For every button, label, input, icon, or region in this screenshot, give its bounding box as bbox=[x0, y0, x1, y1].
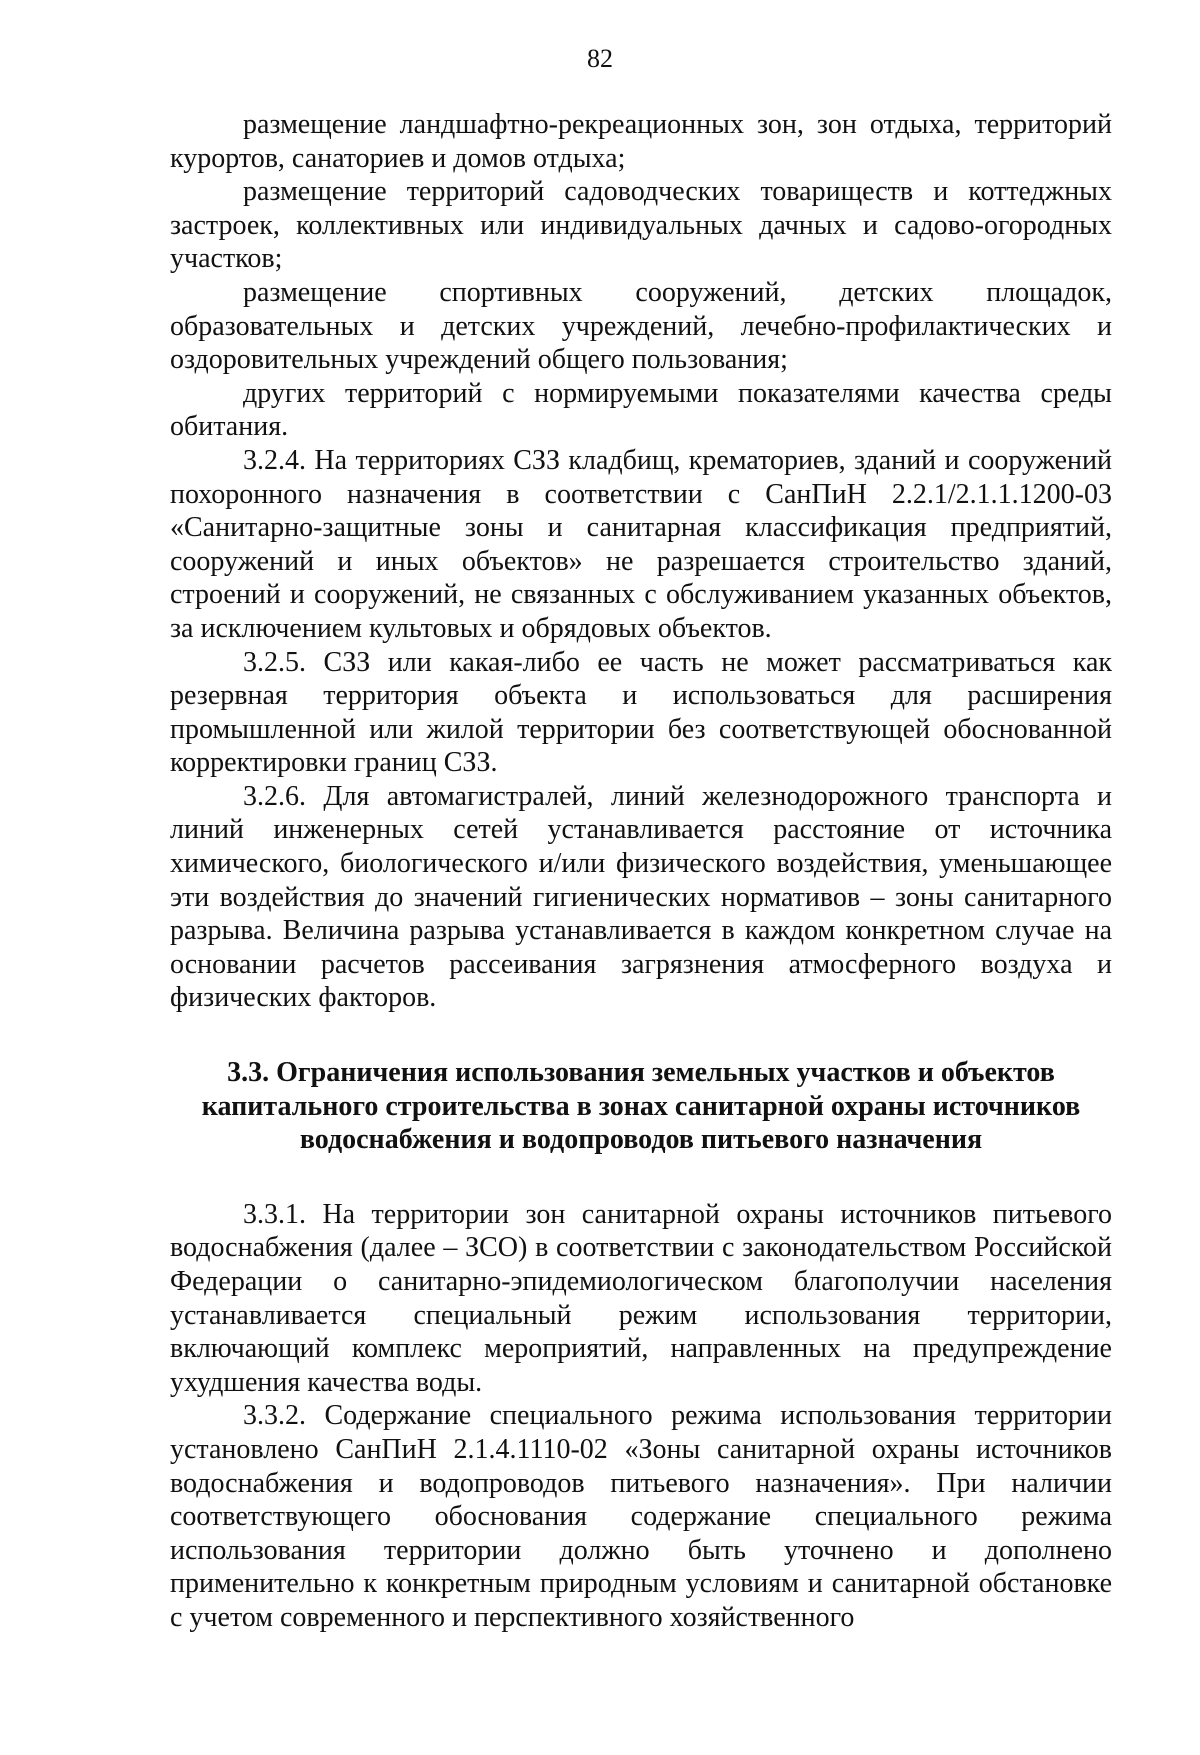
section-heading-3-3 bbox=[170, 1056, 1112, 1157]
paragraph-3-3-2: 3.3.2. Содержание специального режима использования территории установлено СанПиН 2.1.4.1110-02 «Зоны санитарной охраны источников водоснабжения и водопроводов питьевого назначения». При наличии соответствующего обоснования содержание специального режима использования территории должно быть уточнено и дополнено применительно к конкретным природным условиям и санитарной обстановке с учетом современного и перспективного хозяйственного bbox=[170, 1400, 1112, 1633]
paragraph-recreation-zones: размещение ландшафтно-рекреационных зон, зон отдыха, территорий курортов, санаториев и домов отдыха; bbox=[170, 109, 1112, 174]
paragraph-other-territories: других территорий с нормируемыми показателями качества среды обитания. bbox=[170, 377, 1112, 443]
heading-line-1: 3.3. Ограничения использования земельных участков и объектов bbox=[227, 1057, 1055, 1089]
spacer bbox=[170, 1157, 1112, 1198]
paragraph-sports-facilities: размещение спортивных сооружений, детских площадок, образовательных и детских учреждений, лечебно-профилактических и оздоровительных учреждений общего пользования; bbox=[170, 276, 1112, 376]
paragraph-3-2-5: 3.2.5. СЗЗ или какая-либо ее часть не может рассматриваться как резервная территория объекта и использоваться для расширения промышленной или жилой территории без соответствующей обоснованной корректировки границ СЗЗ. bbox=[170, 646, 1112, 779]
paragraph-garden-plots: размещение территорий садоводческих товариществ и коттеджных застроек, коллективных или индивидуальных дачных и садово-огородных участков; bbox=[170, 176, 1112, 275]
page-number: 82 bbox=[587, 44, 613, 73]
heading-line-2: капитального строительства в зонах санитарной охраны источников bbox=[201, 1090, 1081, 1122]
paragraph-3-2-6: 3.2.6. Для автомагистралей, линий железнодорожного транспорта и линий инженерных сетей устанавливается расстояние от источника химического, биологического и/или физического воздействия, уменьшающее эти воздействия до значений гигиенических нормативов – зоны санитарного разрыва. Величина разрыва устанавливается в каждом конкретном случае на основании расчетов рассеивания загрязнения атмосферного воздуха и физических факторов. bbox=[170, 780, 1112, 1014]
document-body bbox=[170, 108, 1112, 1635]
heading-line-3: водоснабжения и водопроводов питьевого назначения bbox=[299, 1124, 983, 1156]
spacer bbox=[170, 1015, 1112, 1056]
paragraph-3-2-4: 3.2.4. На территориях СЗЗ кладбищ, крематориев, зданий и сооружений похоронного назначения в соответствии с СанПиН 2.2.1/2.1.1.1200-03 «Санитарно-защитные зоны и санитарная классификация предприятий, сооружений и иных объектов» не разрешается строительство зданий, строений и сооружений, не связанных с обслуживанием указанных объектов, за исключением культовых и обрядовых объектов. bbox=[170, 444, 1112, 644]
paragraph-3-3-1: 3.3.1. На территории зон санитарной охраны источников питьевого водоснабжения (далее – ЗСО) в соответствии с законодательством Российской Федерации о санитарно-эпидемиологическом благополучии населения устанавливается специальный режим использования территории, включающий комплекс мероприятий, направленных на предупреждение ухудшения качества воды. bbox=[170, 1198, 1112, 1398]
